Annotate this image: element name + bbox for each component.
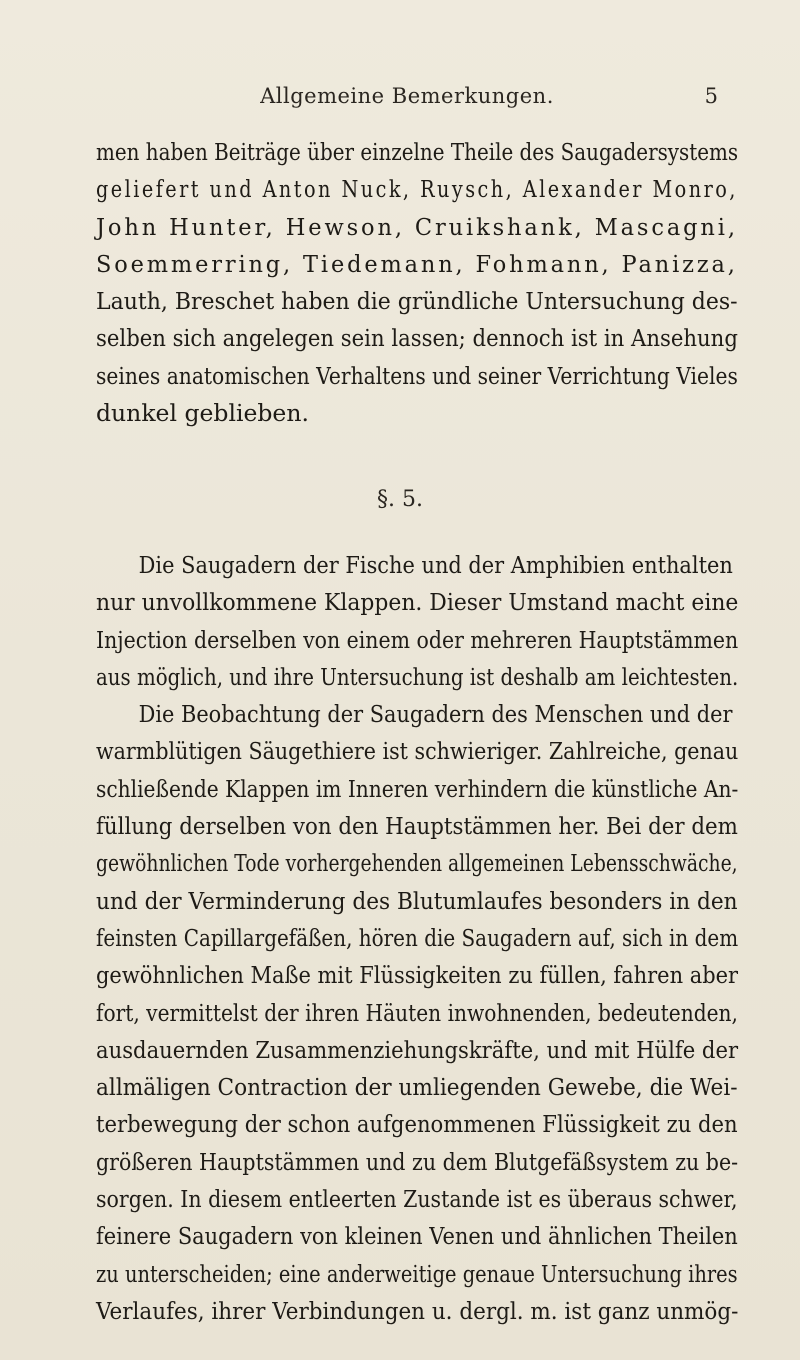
text-line: seines anatomischen Verhaltens und seiner Verrichtung Vieles: [96, 361, 738, 390]
section-heading: §. 5.: [377, 487, 423, 512]
text-line: ausdauernden Zusammenziehungskräfte, und mit Hülfe der: [96, 1035, 739, 1064]
text-line: feinsten Capillargefäßen, hören die Saugadern auf, sich in dem: [96, 923, 739, 952]
text-line: füllung derselben von den Hauptstämmen her. Bei der dem: [96, 812, 738, 841]
text-line: Die Beobachtung der Saugadern des Menschen und der: [138, 700, 733, 729]
text-line: geliefert und Anton Nuck, Ruysch, Alexander Monro,: [96, 175, 738, 204]
text-line: fort, vermittelst der ihren Häuten inwohnenden, bedeutenden,: [96, 998, 738, 1027]
text-line: Soemmerring, Tiedemann, Fohmann, Panizza,: [96, 249, 738, 278]
text-line: Die Saugadern der Fische und der Amphibien enthalten: [138, 551, 733, 579]
text-line: Verlaufes, ihrer Verbindungen u. dergl. m. ist ganz unmög-: [96, 1296, 739, 1325]
text-line: selben sich angelegen sein lassen; dennoch ist in Ansehung: [96, 324, 738, 353]
text-line: zu unterscheiden; eine anderweitige genaue Untersuchung ihres: [96, 1259, 738, 1288]
running-title: Allgemeine Bemerkungen.: [260, 84, 554, 108]
text-line: men haben Beiträge über einzelne Theile des Saugadersystems: [96, 138, 739, 166]
text-line: sorgen. In diesem entleerten Zustande ist es überaus schwer,: [96, 1185, 738, 1214]
text-line: John Hunter, Hewson, Cruikshank, Mascagni,: [96, 212, 738, 241]
text-line: terbewegung der schon aufgenommenen Flüssigkeit zu den: [96, 1110, 738, 1139]
text-line: schließende Klappen im Inneren verhindern die künstliche An-: [96, 774, 739, 803]
text-line: warmblütigen Säugethiere ist schwieriger. Zahlreiche, genau: [96, 737, 739, 766]
paragraph-1: [96, 134, 738, 432]
text-line: aus möglich, und ihre Untersuchung ist deshalb am leichtesten.: [96, 662, 739, 691]
paragraph-2: [96, 547, 738, 1330]
text-line: Injection derselben von einem oder mehreren Hauptstämmen: [96, 625, 739, 654]
text-line: Lauth, Breschet haben die gründliche Untersuchung des-: [96, 287, 738, 316]
text-line: feinere Saugadern von kleinen Venen und ähnlichen Theilen: [96, 1222, 738, 1251]
text-line: gewöhnlichen Tode vorhergehenden allgemeinen Lebensschwäche,: [96, 849, 738, 878]
text-line: gewöhnlichen Maße mit Flüssigkeiten zu füllen, fahren aber: [96, 961, 739, 990]
page-number: 5: [704, 84, 718, 108]
text-line: allmäligen Contraction der umliegenden Gewebe, die Wei-: [96, 1073, 738, 1102]
text-line: größeren Hauptstämmen und zu dem Blutgefäßsystem zu be-: [96, 1147, 739, 1176]
text-line: nur unvollkommene Klappen. Dieser Umstand macht eine: [96, 588, 739, 617]
text-line: und der Verminderung des Blutumlaufes besonders in den: [96, 886, 738, 915]
text-line: dunkel geblieben.: [96, 399, 309, 428]
page-header: [96, 84, 718, 114]
